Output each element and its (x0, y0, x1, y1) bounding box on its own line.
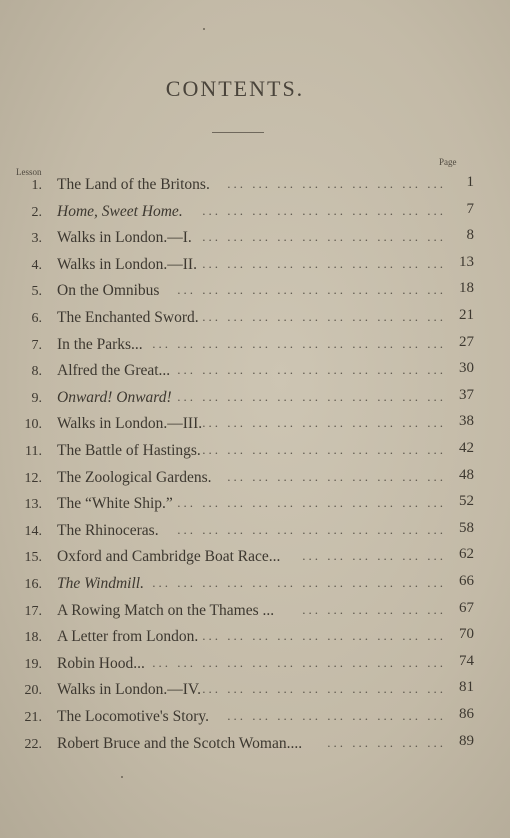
lesson-title: Onward! Onward! (57, 389, 172, 406)
lesson-column-header: Lesson (16, 167, 42, 177)
leader-dots: ... ... ... ... ... ... (302, 602, 446, 617)
page-number: 81 (459, 679, 474, 695)
lesson-title: On the Omnibus (57, 282, 160, 299)
page-number: 52 (459, 493, 474, 509)
contents-entry (0, 522, 510, 548)
contents-entry (0, 735, 510, 761)
page-number: 89 (459, 733, 474, 749)
leader-dots: ... ... ... ... ... ... ... ... ... ... (202, 229, 446, 244)
leader-dots: ... ... ... ... ... ... ... ... ... ... ... ... (152, 575, 446, 590)
lesson-number: 20. (24, 683, 42, 698)
contents-entry (0, 203, 510, 229)
lesson-number: 11. (25, 444, 42, 459)
lesson-title: Robin Hood... (57, 655, 145, 672)
lesson-number: 6. (31, 311, 42, 326)
lesson-title: The “White Ship.” (57, 495, 173, 512)
contents-entry (0, 176, 510, 202)
lesson-number: 8. (31, 364, 42, 379)
page-number: 67 (459, 600, 474, 616)
contents-entry (0, 442, 510, 468)
contents-entry (0, 628, 510, 654)
lesson-title: Walks in London.—IV. (57, 681, 201, 698)
contents-entry (0, 575, 510, 601)
leader-dots: ... ... ... ... ... ... (302, 548, 446, 563)
leader-dots: ... ... ... ... ... ... ... ... ... ... (202, 628, 446, 643)
lesson-title: Robert Bruce and the Scotch Woman.... (57, 735, 303, 752)
leader-dots: ... ... ... ... ... ... ... ... ... ... ... (177, 362, 446, 377)
leader-dots: ... ... ... ... ... ... ... ... ... ... (202, 203, 446, 218)
contents-entry (0, 229, 510, 255)
lesson-number: 21. (24, 710, 42, 725)
lesson-number: 10. (24, 417, 42, 432)
lesson-number: 2. (31, 205, 42, 220)
page-number: 48 (459, 467, 474, 483)
lesson-number: 22. (24, 737, 42, 752)
page-number: 7 (466, 201, 474, 217)
lesson-number: 3. (31, 231, 42, 246)
lesson-number: 18. (24, 630, 42, 645)
lesson-title: A Rowing Match on the Thames ... (57, 602, 275, 619)
leader-dots: ... ... ... ... ... ... ... ... ... ... ... ... (152, 336, 446, 351)
leader-dots: ... ... ... ... ... ... ... ... ... ... (202, 681, 446, 696)
leader-dots: ... ... ... ... ... ... ... ... ... ... ... (177, 522, 446, 537)
lesson-title: The Zoological Gardens. (57, 469, 212, 486)
contents-entry (0, 309, 510, 335)
lesson-number: 4. (31, 258, 42, 273)
page-number: 37 (459, 387, 474, 403)
page-number: 18 (459, 280, 474, 296)
page-number: 27 (459, 334, 474, 350)
lesson-number: 7. (31, 338, 42, 353)
lesson-number: 15. (24, 550, 42, 565)
lesson-number: 1. (31, 178, 42, 193)
page-number: 86 (459, 706, 474, 722)
paper-speck (121, 776, 123, 778)
lesson-title: The Land of the Britons. (57, 176, 210, 193)
leader-dots: ... ... ... ... ... ... ... ... ... ... ... (177, 389, 446, 404)
lesson-title: Walks in London.—III. (57, 415, 203, 432)
page-number: 62 (459, 546, 474, 562)
lesson-title: Oxford and Cambridge Boat Race... (57, 548, 281, 565)
contents-entry (0, 389, 510, 415)
page-number: 13 (459, 254, 474, 270)
lesson-title: The Rhinoceras. (57, 522, 159, 539)
lesson-number: 17. (24, 604, 42, 619)
lesson-title: The Locomotive's Story. (57, 708, 210, 725)
page-number: 70 (459, 626, 474, 642)
leader-dots: ... ... ... ... ... (327, 735, 446, 750)
contents-entry (0, 681, 510, 707)
contents-entry (0, 708, 510, 734)
page-number: 30 (459, 360, 474, 376)
lesson-title: The Windmill. (57, 575, 144, 592)
lesson-number: 12. (24, 471, 42, 486)
title-rule (212, 132, 264, 133)
contents-entry (0, 655, 510, 681)
lesson-title: The Enchanted Sword. (57, 309, 199, 326)
page-number: 74 (459, 653, 474, 669)
lesson-title: A Letter from London. (57, 628, 199, 645)
page-number: 1 (466, 174, 474, 190)
page-number: 58 (459, 520, 474, 536)
contents-entry (0, 282, 510, 308)
lesson-title: The Battle of Hastings. (57, 442, 201, 459)
lesson-number: 14. (24, 524, 42, 539)
contents-entry (0, 469, 510, 495)
lesson-title: Walks in London.—II. (57, 256, 197, 273)
lesson-number: 13. (24, 497, 42, 512)
leader-dots: ... ... ... ... ... ... ... ... ... (227, 469, 446, 484)
leader-dots: ... ... ... ... ... ... ... ... ... (227, 708, 446, 723)
leader-dots: ... ... ... ... ... ... ... ... ... ... (202, 442, 446, 457)
contents-entry (0, 495, 510, 521)
lesson-number: 16. (24, 577, 42, 592)
contents-entry (0, 548, 510, 574)
lesson-title: Alfred the Great... (57, 362, 171, 379)
page-number: 21 (459, 307, 474, 323)
leader-dots: ... ... ... ... ... ... ... ... ... ... (202, 415, 446, 430)
contents-entry (0, 256, 510, 282)
page-column-header: Page (439, 157, 457, 167)
leader-dots: ... ... ... ... ... ... ... ... ... ... (202, 309, 446, 324)
lesson-number: 9. (31, 391, 42, 406)
page-number: 42 (459, 440, 474, 456)
lesson-title: Walks in London.—I. (57, 229, 192, 246)
contents-entry (0, 362, 510, 388)
page-number: 66 (459, 573, 474, 589)
lesson-number: 5. (31, 284, 42, 299)
lesson-title: Home, Sweet Home. (57, 203, 183, 220)
lesson-number: 19. (24, 657, 42, 672)
leader-dots: ... ... ... ... ... ... ... ... ... ... (202, 256, 446, 271)
contents-entry (0, 415, 510, 441)
leader-dots: ... ... ... ... ... ... ... ... ... ... ... ... (152, 655, 446, 670)
lesson-title: In the Parks... (57, 336, 143, 353)
contents-entry (0, 602, 510, 628)
paper-speck (203, 28, 205, 30)
page-number: 38 (459, 413, 474, 429)
leader-dots: ... ... ... ... ... ... ... ... ... (227, 176, 446, 191)
leader-dots: ... ... ... ... ... ... ... ... ... ... ... (177, 282, 446, 297)
leader-dots: ... ... ... ... ... ... ... ... ... ... ... (177, 495, 446, 510)
page-title: CONTENTS. (165, 76, 305, 101)
contents-entry (0, 336, 510, 362)
page-number: 8 (466, 227, 474, 243)
